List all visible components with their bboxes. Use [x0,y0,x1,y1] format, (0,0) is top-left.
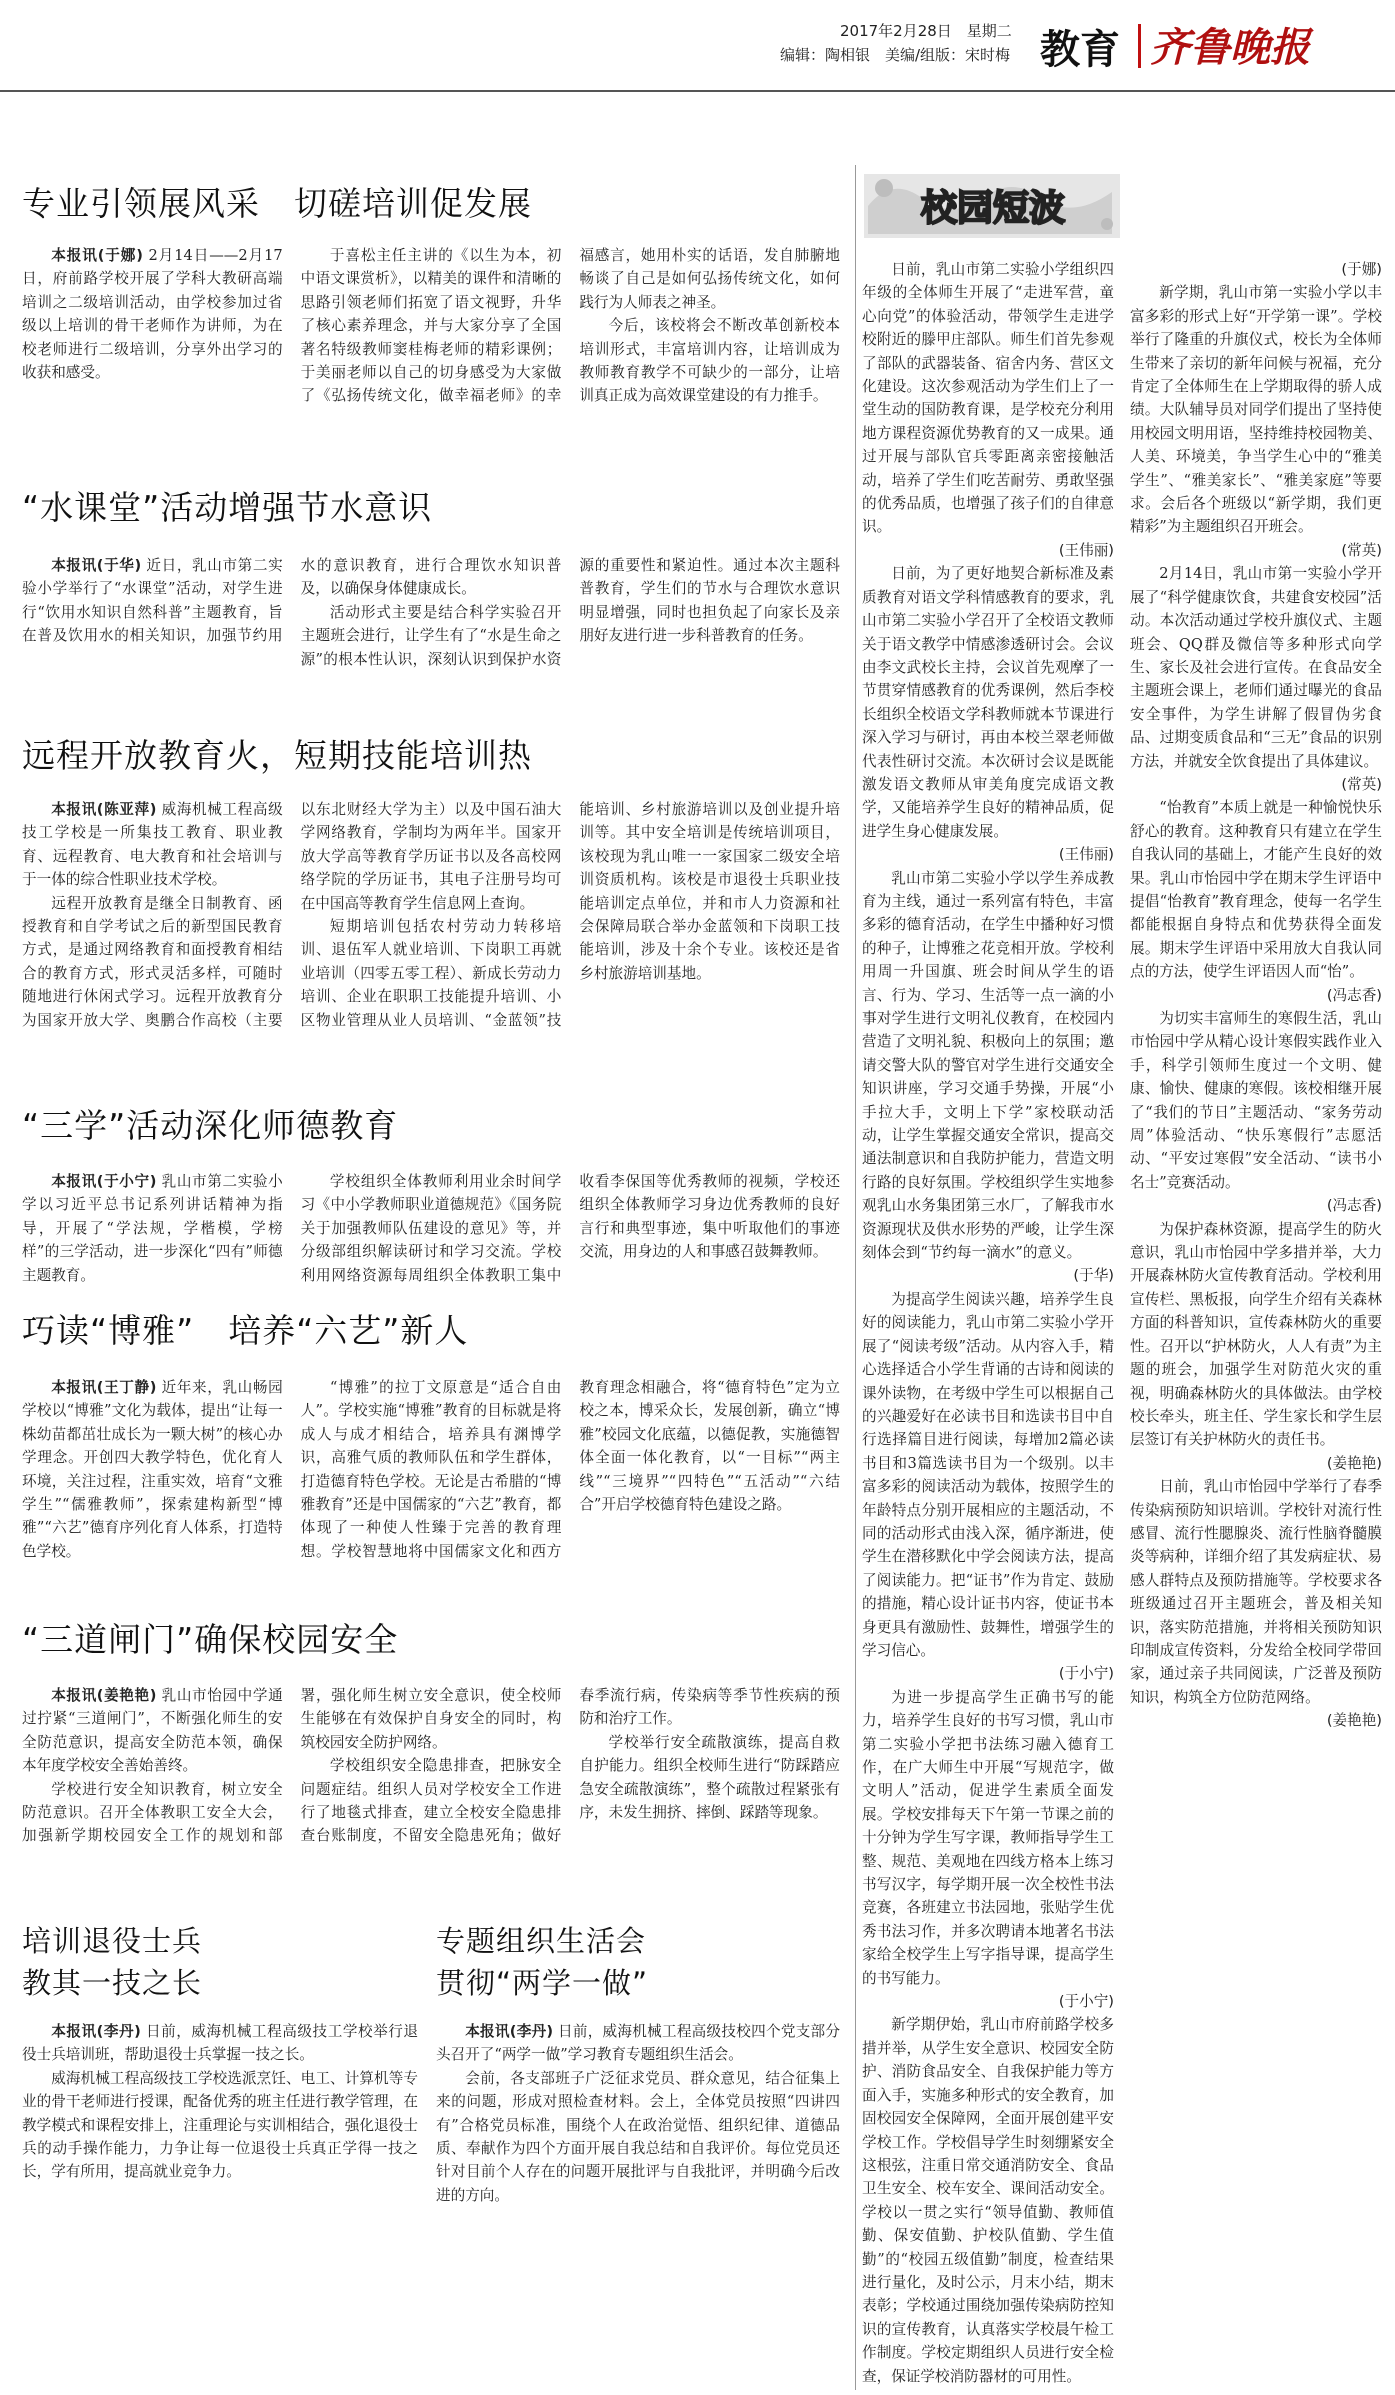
header-divider [1138,24,1141,68]
article-body-2: 本报讯(于华) 近日，乳山市第二实验小学举行了“水课堂”活动，对学生进行“饮用水知识自然科普”主题教育，旨在普及饮用水的相关知识，加强节约用水的意识教育，进行合理饮水知识普及，以确保身体健康成长。 活动形式主要是结合科学实验召开主题班会进行，让学生有了“水是生命之源”的根本性认识，深刻认识到保护水资源的重要性和紧迫性。通过本次主题科普教育，学生们的节水与合理饮水意识明显增强，同时也担负起了向家长及亲朋好友进行进一步科普教育的任务。 [22,557,840,668]
sidebar-news-item: 新学期伊始，乳山市府前路学校多措并举，从学生安全意识、校园安全防护、消防食品安全、自我保护能力等方面入手，实施多种形式的安全教育，加固校园安全保障网，全面开展创建平安学校工作。学校倡导学生时刻绷紧安全这根弦，注重日常交通消防安全、食品卫生安全、校车安全、课间活动安全。学校以一贯之实行“领导值勤、教师值勤、保安值勤、护校队值勤、学生值勤”的“校园五级值勤”制度，检查结果进行量化，及时公示，月末小结，期末表彰；学校通过围绕加强传染病防控知识的宣传教育，认真落实学校晨午检工作制度。学校定期组织人员进行安全检查，保证学校消防器材的可用性。 [862,2016,1114,2385]
sidebar-news-list [862,258,1382,2393]
section-title: 教育 [1040,27,1120,73]
sidebar-news-author: (于小宁) [1058,1993,1114,2011]
header-rule [0,90,1395,92]
sidebar-news-author: (于小宁) [1058,1665,1114,1683]
sidebar-title: 校园短波 [920,188,1066,229]
article-body-3: 本报讯(陈亚萍) 威海机械工程高级技工学校是一所集技工教育、职业教育、远程教育、电大教育和社会培训与于一体的综合性职业技术学校。 远程开放教育是继全日制教育、函授教育和自学考试之后的新型国民教育方式，是通过网络教育和面授教育相结合的教育方式，形式灵活多样，可随时随地进行休闲式学习。远程开放教育分为国家开放大学、奥鹏合作高校（主要以东北财经大学为主）以及中国石油大学网络教育，学制均为两年半。国家开放大学高等教育学历证书以及各高校网络学院的学历证书，其电子注册号均可在中国高等教育学生信息网上查询。 短期培训包括农村劳动力转移培训、退伍军人就业培训、下岗职工再就业培训（四零五零工程）、新成长劳动力培训、企业在职职工技能提升培训、小区物业管理从业人员培训、“金蓝领”技能培训、乡村旅游培训以及创业提升培训等。其中安全培训是传统培训项目，该校现为乳山唯一一家国家二级安全培训资质机构。该校是市退役士兵职业技能培训定点单位，并和市人力资源和社会保障局联合举办金蓝领和下岗职工技能培训，涉及十余个专业。该校还是省乡村旅游培训基地。 [22,801,840,1029]
sidebar-news-item: 日前，乳山市怡园中学举行了春季传染病预防知识培训。学校针对流行性感冒、流行性腮腺炎、流行性脑脊髓膜炎等病种，详细介绍了其发病症状、易感人群特点及预防措施等。学校要求各班级通过召开主题班会，普及相关知识，落实防范措施，并将相关预防知识印制成宣传资料，分发给全校同学带回家，通过亲子共同阅读，广泛普及预防知识，构筑全方位防范网络。 [1130,1478,1382,1706]
article-body-8: 本报讯(李丹) 日前，威海机械工程高级技校四个党支部分头召开了“两学一做”学习教育专题组织生活会。 会前，各支部班子广泛征求党员、群众意见，结合征集上来的问题，形成对照检查材料。会上，全体党员按照“四讲四有”合格党员标准，围绕个人在政治觉悟、组织纪律、道德品质、奉献作为四个方面开展自我总结和自我评价。每位党员还针对目前个人存在的问题开展批评与自我批评，并明确今后改进的方向。 [436,2023,840,2204]
article-title-1: 专业引领展风采 切磋培训促发展 [22,184,532,223]
article-title-8: 专题组织生活会 贯彻“两学一做” [436,1924,649,2000]
sidebar-news-item: 日前，为了更好地契合新标准及素质教育对语文学科情感教育的要求，乳山市第二实验小学召开了全校语文教师关于语文教学中情感渗透研讨会。会议由李文武校长主持，会议首先观摩了一节贯穿情感教育的优秀课例，然后李校长组织全校语文学科教师就本节课进行深入学习与研讨，再由本校兰翠老师做代表性研讨交流。本次研讨会议是既能激发语文教师从审美角度完成语文教学，又能培养学生良好的精神品质，促进学生身心健康发展。 [862,565,1114,840]
article-body-5: 本报讯(王丁静) 近年来，乳山畅园学校以“博雅”文化为载体，提出“让每一株幼苗都茁壮成长为一颗大树”的核心办学理念。开创四大教学特色，优化育人环境，关注过程，注重实效，培育“文雅学生”“儒雅教师”，探索建构新型“博雅”“六艺”德育序列化育人体系，打造特色学校。 “博雅”的拉丁文原意是“适合自由人”。学校实施“博雅”教育的目标就是将成人与成才相结合，培养具有渊博学识，高雅气质的教师队伍和学生群体，打造德育特色学校。无论是古希腊的“博雅教育”还是中国儒家的“六艺”教育，都体现了一种使人性臻于完善的教育理想。学校智慧地将中国儒家文化和西方教育理念相融合，将“德育特色”定为立校之本，博采众长，发展创新，确立“博雅”校园文化底蕴，以德促教，实施德智体全面一体化教育，以“一目标”“两主线”“三境界”“四特色”“五活动”“六结合”开启学校德育特色建设之路。 [22,1379,840,1560]
editor-credits: 编辑：陶相银 美编/组版：宋时梅 [780,46,1011,64]
banner-ornament-icon [862,168,1124,244]
sidebar-news-author: (姜艳艳) [1326,1712,1382,1730]
sidebar-news-author: (冯志香) [1326,986,1382,1004]
article-body-7: 本报讯(李丹) 日前，威海机械工程高级技工学校举行退役士兵培训班，帮助退役士兵掌握一技之长。 威海机械工程高级技工学校选派烹饪、电工、计算机等专业的骨干老师进行授课，配备优秀的班主任进行教学管理，在教学模式和课程安排上，注重理论与实训相结合，强化退役士兵的动手操作能力，力争让每一位退役士兵真正学得一技之长，学有所用，提高就业竞争力。 [22,2023,419,2181]
sidebar-news-item: 为提高学生阅读兴趣，培养学生良好的阅读能力，乳山市第二实验小学开展了“阅读考级”活动。从内容入手，精心选择适合小学生背诵的古诗和阅读的课外读物，在考级中学生可以根据自己的兴趣爱好在必读书目和选读书目中自行选择篇目进行阅读，每增加2篇必读书目和3篇选读书目为一个级别。以丰富多彩的阅读活动为载体，按照学生的年龄特点分别开展相应的主题活动，不同的活动形式由浅入深，循序渐进，使学生在潜移默化中学会阅读方法，提高了阅读能力。把“证书”作为肯定、鼓励的措施，精心设计证书内容，使证书本身更具有激励性、鼓舞性，增强学生的学习信心。 [862,1290,1114,1659]
article-title-5: 巧读“博雅” 培养“六艺”新人 [22,1311,469,1350]
sidebar-news-author: (于娜) [1341,261,1382,278]
sidebar-news-item: 新学期，乳山市第一实验小学以丰富多彩的形式上好“开学第一课”。学校举行了隆重的升旗仪式，校长为全体师生带来了亲切的新年问候与祝福，充分肯定了全体师生在上学期取得的骄人成绩。大队辅导员对同学们提出了坚持使用校园文明用语，坚持维持校园物美、人美、环境美，争当学生心中的“雅美学生”、“雅美家长”、“雅美家庭”等要求。会后各个班级以“新学期，我们更精彩”为主题组织召开班会。 [1130,284,1382,536]
sidebar-news-item: 2月14日，乳山市第一实验小学开展了“科学健康饮食，共建食安校园”活动。本次活动通过学校升旗仪式、主题班会、QQ群及微信等多种形式向学生、家长及社会进行宣传。在食品安全主题班会课上，老师们通过曝光的食品安全事件，为学生讲解了假冒伪劣食品、过期变质食品和“三无”食品的识别方法，并就安全饮食提出了具体建议。 [1130,565,1382,770]
sidebar-news-author: (王伟丽) [1058,541,1114,559]
article-author: 本报讯(于娜) [51,247,143,264]
sidebar-news-author: (冯志香) [1326,1197,1382,1215]
sidebar-news-author: (常英) [1341,775,1382,793]
sidebar-news-author: (常英) [1341,541,1382,559]
article-body-1: 本报讯(于娜) 2月14日——2月17日，府前路学校开展了学科大教研高端培训之二级培训活动，由学校参加过省级以上培训的骨干老师作为讲师，为在校老师进行二级培训，分享外出学习的收获和感受。 于喜松主任主讲的《以生为本，初中语文课赏析》，以精美的课件和清晰的思路引领老师们拓宽了语文视野，升华了核心素养理念，并与大家分享了全国著名特级教师窦桂梅老师的精彩课例；于美丽老师以自己的切身感受为大家做了《弘扬传统文化，做幸福老师》的幸福感言，她用朴实的话语，发自肺腑地畅谈了自己是如何弘扬传统文化，如何践行为人师表之神圣。 今后，该校将会不断改革创新校本培训形式，丰富培训内容，让培训成为教师教育教学不可缺少的一部分，让培训真正成为高效课堂建设的有力推手。 [22,247,840,405]
sidebar-title-banner [862,168,1124,244]
article-body-6: 本报讯(姜艳艳) 乳山市怡园中学通过拧紧“三道闸门”，不断强化师生的安全防范意识，提高安全防范本领，确保本年度学校安全善始善终。 学校进行安全知识教育，树立安全防范意识。召开全体教职工安全大会，加强新学期校园安全工作的规划和部署，强化师生树立安全意识，使全校师生能够在有效保护自身安全的同时，构筑校园安全防护网络。 学校组织安全隐患排查，把脉安全问题症结。组织人员对学校安全工作进行了地毯式排查，建立全校安全隐患排查台账制度，不留安全隐患死角；做好春季流行病，传染病等季节性疾病的预防和治疗工作。 学校举行安全疏散演练，提高自救自护能力。组织全校师生进行“防踩踏应急安全疏散演练”，整个疏散过程紧张有序，未发生拥挤、摔倒、踩踏等现象。 [22,1687,840,1845]
sidebar-news-item: “怡教育”本质上就是一种愉悦快乐舒心的教育。这种教育只有建立在学生自我认同的基础上，才能产生良好的效果。乳山市怡园中学在期末学生评语中提倡“怡教育”教育理念，使每一名学生都能根据自身特点和优势获得全面发展。期末学生评语中采用放大自我认同点的方法，使学生评语因人而“怡”。 [1130,799,1382,981]
sidebar-news-author: (王伟丽) [1058,846,1114,864]
newspaper-logo: 齐鲁晚报 [1150,24,1310,71]
article-body-4: 本报讯(于小宁) 乳山市第二实验小学以习近平总书记系列讲话精神为指导，开展了“学法规，学楷模，学榜样”的三学活动，进一步深化“四有”师德主题教育。 学校组织全体教师利用业余时间学习《中小学教师职业道德规范》《国务院关于加强教师队伍建设的意见》等，并分级部组织解读研讨和学习交流。学校利用网络资源每周组织全体教职工集中收看李保国等优秀教师的视频，学校还组织全体教师学习身边优秀教师的良好言行和典型事迹，集中听取他们的事迹交流，用身边的人和事感召鼓舞教师。 [22,1173,840,1284]
article-title-2: “水课堂”活动增强节水意识 [22,488,433,527]
sidebar-news-item: 日前，乳山市第二实验小学组织四年级的全体师生开展了“走进军营，童心向党”的体验活动，带领学生走进学校附近的滕甲庄部队。师生们首先参观了部队的武器装备、宿舍内务、营区文化建设。这次参观活动为学生们上了一堂生动的国防教育课，是学校充分利用地方课程资源优势教育的又一成果。通过开展与部队官兵零距离亲密接触活动，培养了学生们吃苦耐劳、勇敢坚强的优秀品质，也增强了孩子们的自律意识。 [862,261,1114,536]
sidebar-news-item: 为保护森林资源，提高学生的防火意识，乳山市怡园中学多措并举，大力开展森林防火宣传教育活动。学校利用宣传栏、黑板报，向学生介绍有关森林方面的科普知识，宣传森林防火的重要性。召开以“护林防火，人人有责”为主题的班会，加强学生对防范火灾的重视，明确森林防火的具体做法。由学校校长牵头，班主任、学生家长和学生层层签订有关护林防火的责任书。 [1130,1220,1382,1449]
article-title-6: “三道闸门”确保校园安全 [22,1620,399,1659]
sidebar-news-item: 为切实丰富师生的寒假生活，乳山市怡园中学从精心设计寒假实践作业入手，科学引领师生度过一个文明、健康、愉快、健康的寒假。该校相继开展了“我们的节日”主题活动、“家务劳动周”体验活动、“快乐寒假行”志愿活动、“平安过寒假”安全活动、“读书小名士”竞赛活动。 [1130,1010,1382,1191]
sidebar-news-item: 乳山市第二实验小学以学生养成教育为主线，通过一系列富有特色，丰富多彩的德育活动，在学生中播种好习惯的种子，让博雅之花竞相开放。学校利用周一升国旗、班会时间从学生的语言、行为、学习、生活等一点一滴的小事对学生进行文明礼仪教育，在校园内营造了文明礼貌、积极向上的氛围；邀请交警大队的警官对学生进行交通安全知识讲座，学习交通手势操，开展“小手拉大手，文明上下学”家校联动活动，让学生掌握交通安全常识，提高交通法制意识和自我防护能力，营造文明行路的良好氛围。学校组织学生实地参观乳山水务集团第三水厂，了解我市水资源现状及供水形势的严峻，让学生深刻体会到“节约每一滴水”的意义。 [862,869,1114,1262]
article-title-4: “三学”活动深化师德教育 [22,1106,399,1145]
publication-date: 2017年2月28日 星期二 [840,22,1012,40]
sidebar-news-item: 为进一步提高学生正确书写的能力，培养学生良好的书写习惯，乳山市第二实验小学把书法练习融入德育工作，在广大师生中开展“写规范字，做文明人”活动，促进学生素质全面发展。学校安排每天下午第一节课之前的十分钟为学生写字课，教师指导学生工整、规范、美观地在四线方格本上练习书写汉字，每学期开展一次全校性书法竞赛，各班建立书法园地，张贴学生优秀书法习作，并多次聘请本地著名书法家给全校学生上写字指导课，提高学生的书写能力。 [862,1688,1114,1987]
article-title-7: 培训退役士兵 教其一技之长 [22,1924,203,2000]
article-title-3: 远程开放教育火，短期技能培训热 [22,736,532,775]
sidebar-news-author: (姜艳艳) [1326,1454,1382,1472]
column-divider [855,165,856,2390]
sidebar-news-author: (于华) [1073,1267,1114,1285]
